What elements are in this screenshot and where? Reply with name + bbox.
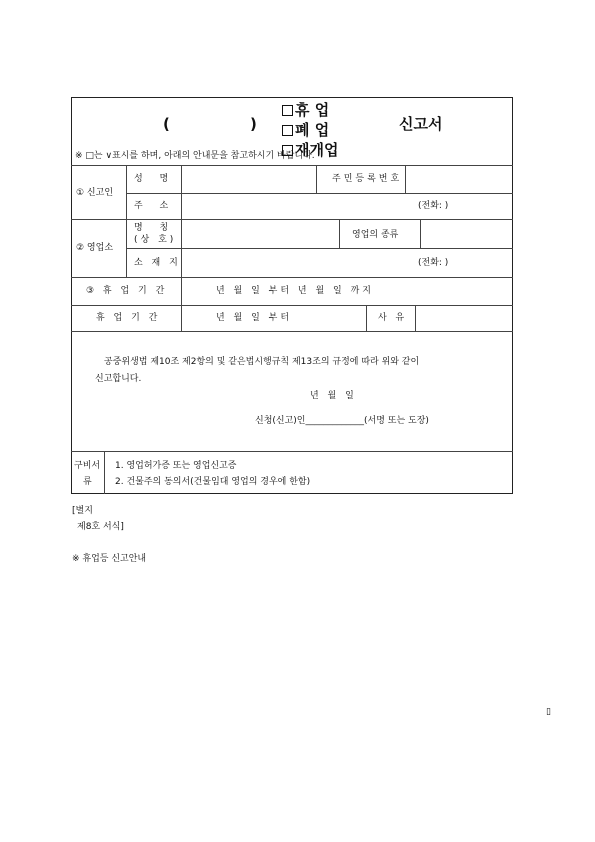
rrn-label: 주민등록번호	[332, 174, 403, 184]
business-phone-hint: (전화: )	[418, 258, 449, 268]
applicant-section-label: ① 신고인	[76, 188, 114, 198]
paren-close: )	[250, 115, 257, 133]
closure-period2-value[interactable]: 년 월 일 부터	[216, 313, 293, 323]
closure-period-label: ③ 휴 업 기 간	[86, 286, 168, 296]
business-type-field[interactable]	[424, 222, 509, 244]
business-trade-name-label: (상 호)	[134, 235, 177, 245]
option-shutdown[interactable]: 폐 업	[282, 123, 329, 138]
paren-open: (	[163, 115, 170, 133]
business-section-label: ② 영업소	[76, 243, 114, 253]
form-reference-line-2: 제8호 서식]	[77, 522, 124, 532]
attachments-label-2: 류	[83, 477, 92, 487]
business-name-field[interactable]	[185, 222, 335, 244]
business-type-label: 영업의 종류	[352, 230, 399, 240]
checkbox-icon[interactable]	[282, 105, 293, 116]
form-reference-line-1: [별지	[72, 506, 93, 516]
option-reopen[interactable]: 재개업	[282, 143, 338, 149]
declaration-line-1: 공중위생법 제10조 제2항의 및 같은법시행규칙 제13조의 규정에 따라 위와 같이	[104, 357, 420, 367]
closure-period2-label: 휴 업 기 간	[96, 313, 161, 323]
reason-label: 사 유	[378, 313, 408, 323]
reason-field[interactable]	[419, 308, 509, 328]
attachment-item-1: 1. 영업허가증 또는 영업신고증	[115, 461, 237, 471]
declaration-date[interactable]: 년 월 일	[310, 391, 357, 401]
attachments-label-1: 구비서	[74, 461, 101, 471]
rrn-field[interactable]	[409, 168, 509, 190]
business-location-field[interactable]	[185, 251, 415, 273]
applicant-name-field[interactable]	[185, 168, 313, 190]
applicant-address-label: 주 소	[134, 201, 176, 211]
signature-line[interactable]: 신청(신고)인_____________(서명 또는 도장)	[255, 416, 429, 426]
instruction-note: ※ □는 ∨표시를 하며, 아래의 안내문을 참고하시기 바랍니다.	[75, 151, 315, 161]
business-location-label: 소 재 지	[134, 258, 181, 268]
checkbox-icon[interactable]	[282, 125, 293, 136]
page-mark-icon: ▯	[546, 707, 551, 717]
applicant-phone-hint: (전화: )	[418, 201, 449, 211]
doc-title: 신고서	[399, 115, 443, 133]
declaration-line-2: 신고합니다.	[95, 374, 142, 384]
business-name-label: 명 칭	[134, 223, 176, 233]
attachment-item-2: 2. 건물주의 동의서(건물임대 영업의 경우에 한함)	[115, 477, 311, 487]
guide-heading: ※ 휴업등 신고안내	[72, 554, 147, 564]
option-closure[interactable]: 휴 업	[282, 103, 329, 118]
closure-period-value[interactable]: 년 월 일 부터 년 월 일 까지	[216, 286, 374, 296]
applicant-address-field[interactable]	[185, 196, 415, 216]
applicant-name-label: 성 명	[134, 174, 176, 184]
